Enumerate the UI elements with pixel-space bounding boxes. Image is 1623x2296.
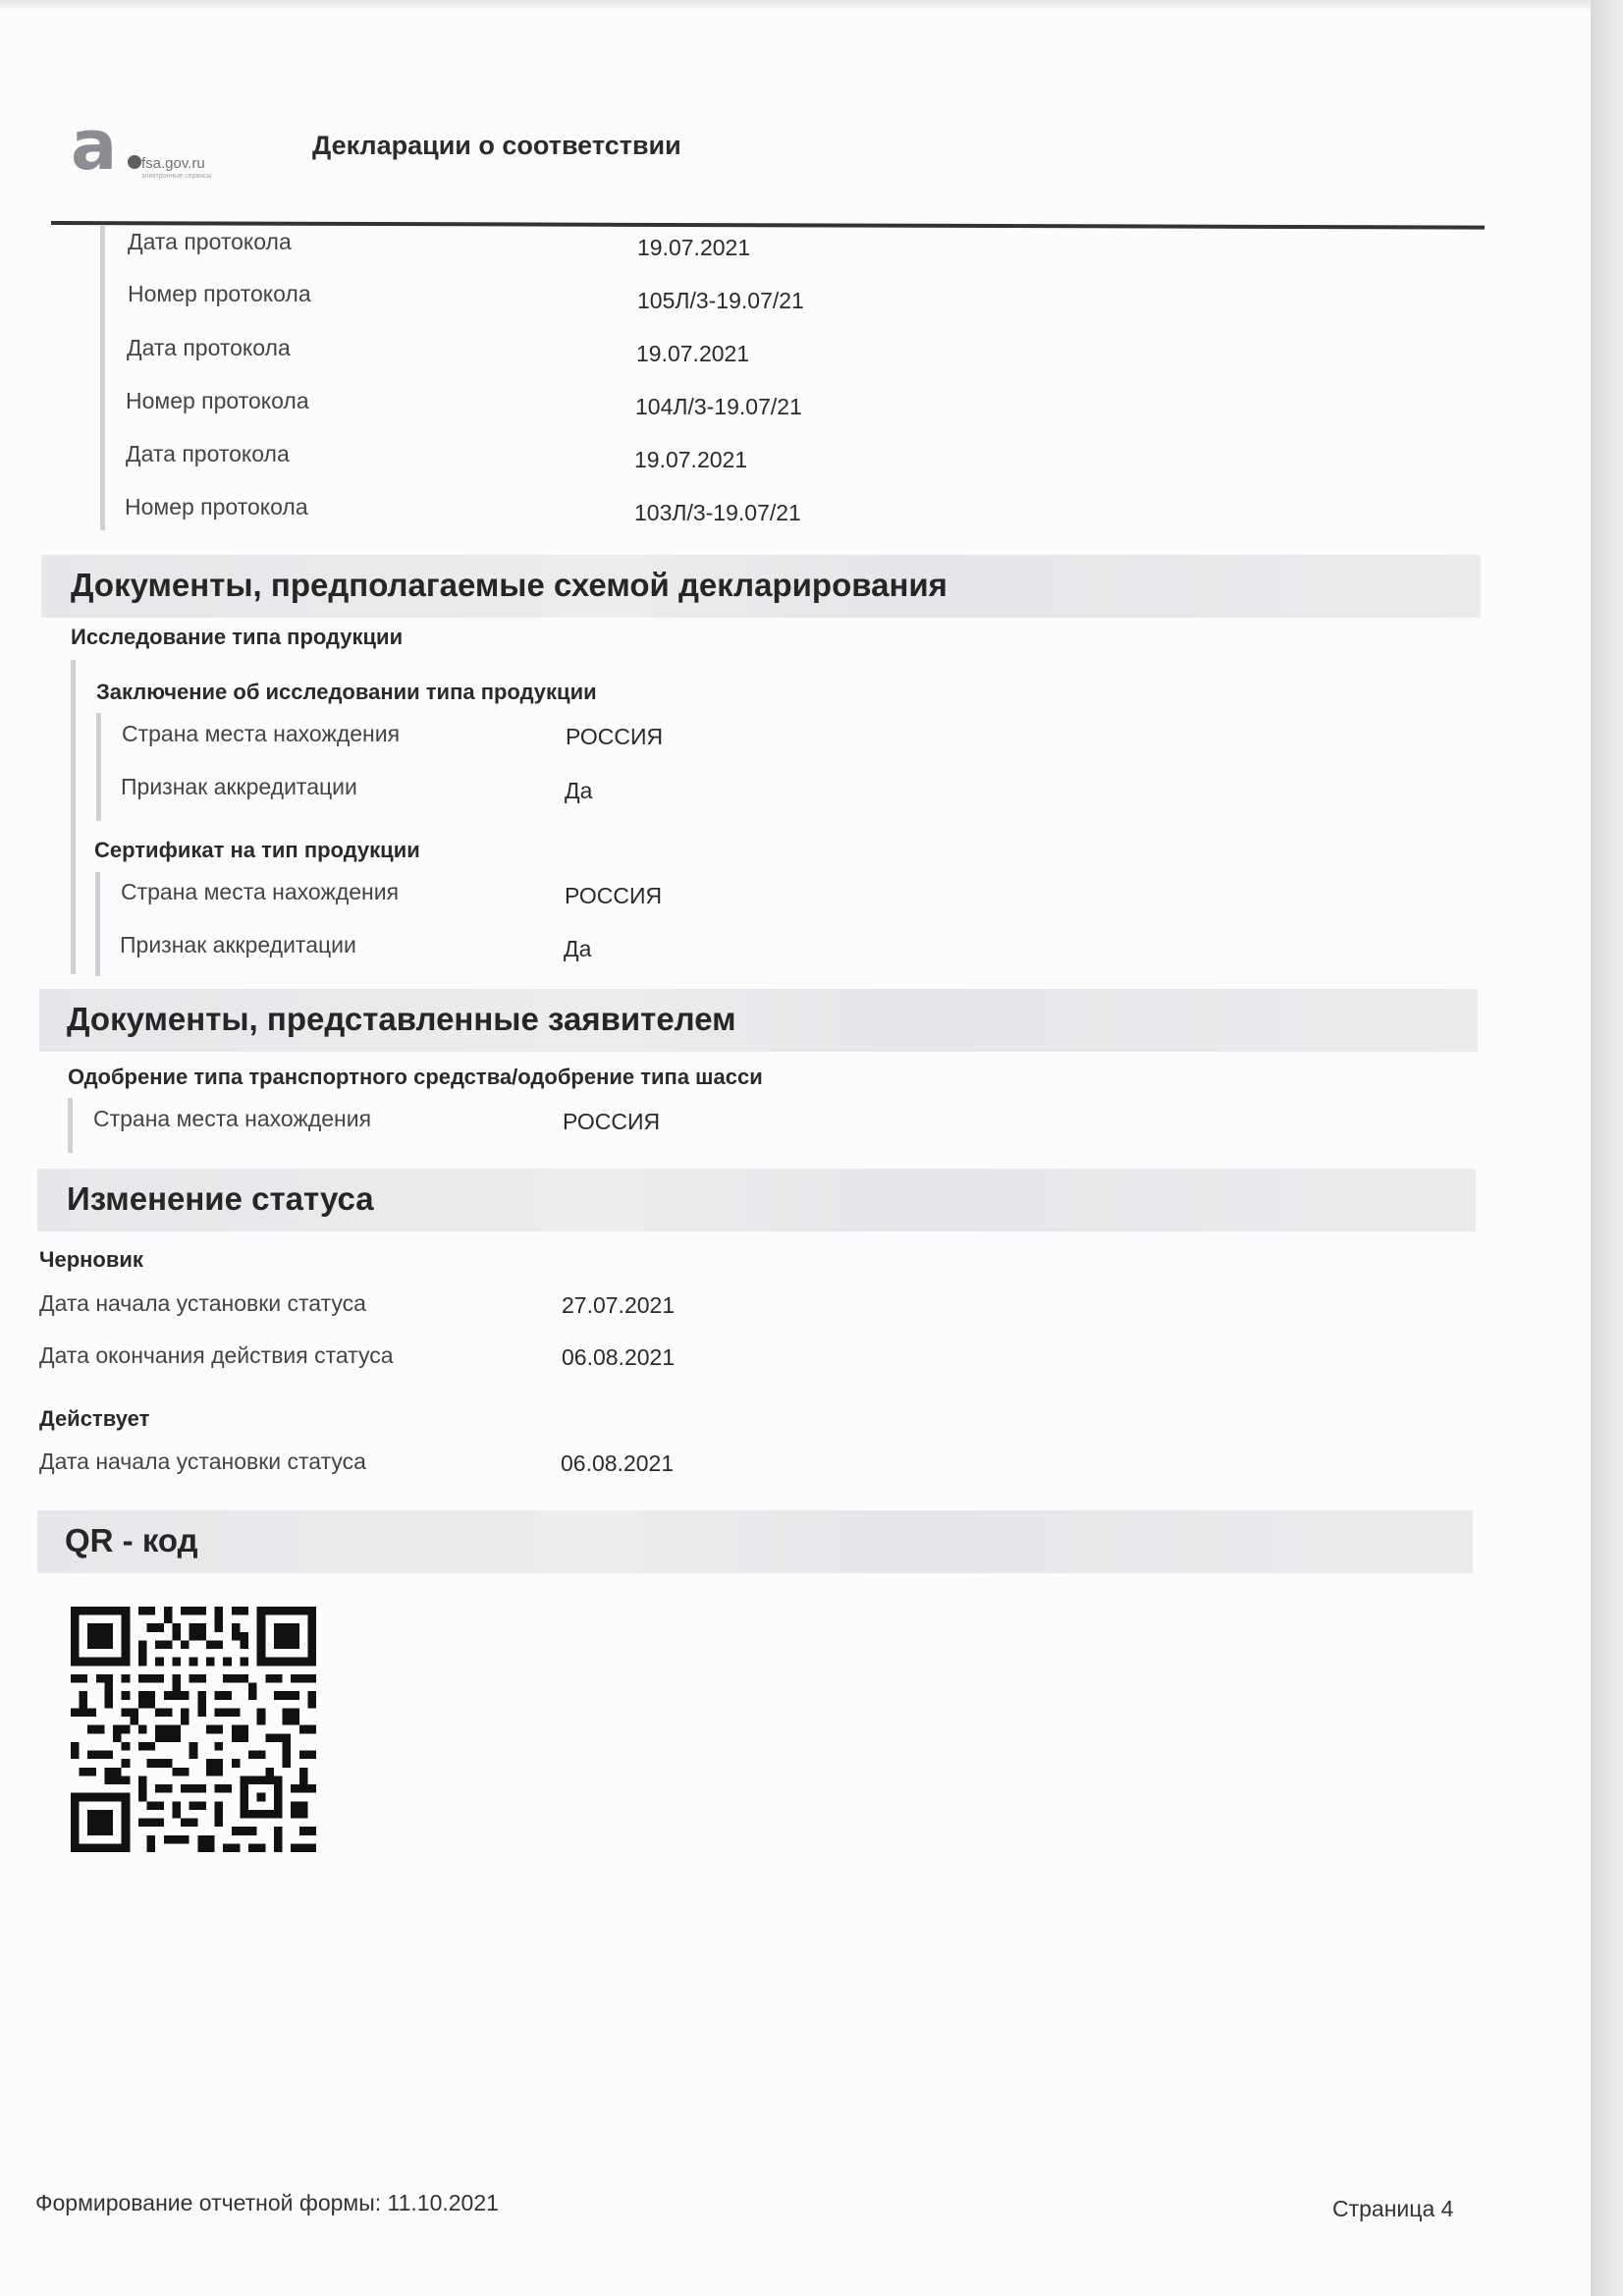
status-start-label: Дата начала установки статуса [39,1290,366,1316]
section-title: Документы, представленные заявителем [67,1001,736,1037]
section-title: QR - код [65,1522,198,1558]
group-title: Одобрение типа транспортного средства/одобрение типа шасси [68,1065,763,1089]
status-title-active: Действует [39,1406,150,1431]
accreditation-value: Да [565,778,593,803]
status-start-value: 06.08.2021 [561,1450,675,1476]
protocol-date-label: Дата протокола [126,441,290,466]
fsa-logo-icon: a [71,105,118,186]
scan-top-edge [0,0,1591,12]
section-header-applicant [39,989,1478,1052]
protocol-number-label: Номер протокола [125,494,308,519]
country-value: РОССИЯ [565,883,663,908]
status-title-draft: Черновик [39,1247,143,1272]
status-end-label: Дата окончания действия статуса [39,1342,394,1368]
accreditation-label: Признак аккредитации [121,774,357,799]
country-label: Страна места нахождения [121,879,400,904]
protocol-number-label: Номер протокола [126,388,309,413]
accreditation-label: Признак аккредитации [120,932,356,957]
country-label: Страна места нахождения [122,721,401,746]
protocol-number-value: 105Л/3-19.07/21 [637,288,804,313]
subgroup-title: Сертификат на тип продукции [94,838,420,862]
subgroup-indent-bar [95,872,100,976]
status-end-value: 06.08.2021 [562,1344,676,1370]
protocol-number-label: Номер протокола [128,281,311,306]
country-value: РОССИЯ [566,724,664,749]
protocol-date-value: 19.07.2021 [634,447,748,472]
protocol-indent-bar [100,226,105,530]
fsa-logo [71,105,267,187]
group-indent-bar [71,660,76,974]
logo-domain: fsa.gov.ru [141,155,205,172]
subgroup-title: Заключение об исследовании типа продукции [96,680,597,704]
country-value: РОССИЯ [563,1109,661,1134]
status-start-label: Дата начала установки статуса [39,1449,366,1474]
protocol-number-value: 104Л/3-19.07/21 [635,394,802,419]
protocol-date-label: Дата протокола [128,229,292,254]
section-title: Изменение статуса [67,1180,374,1217]
country-label: Страна места нахождения [93,1106,372,1131]
protocol-number-value: 103Л/3-19.07/21 [634,500,801,525]
qr-code-image [71,1607,316,1852]
page-number: Страница 4 [1332,2196,1454,2221]
accreditation-value: Да [564,936,592,961]
section-title: Документы, предполагаемые схемой декларирования [71,567,947,603]
status-start-value: 27.07.2021 [562,1292,676,1318]
subgroup-indent-bar [96,713,101,821]
group-indent-bar [68,1098,73,1153]
logo-subtitle: электронные сервисы [141,173,212,180]
section-header-status [37,1169,1476,1231]
report-generated-date: Формирование отчетной формы: 11.10.2021 [35,2190,499,2215]
protocol-date-value: 19.07.2021 [636,341,750,366]
scan-right-edge [1591,0,1623,2296]
section-header-qr [37,1510,1473,1573]
page-title: Декларации о соответствии [312,131,681,160]
section-header-scheme [41,555,1481,618]
protocol-date-value: 19.07.2021 [637,235,751,260]
group-title: Исследование типа продукции [71,625,404,649]
fsa-logo-dot [128,155,141,169]
protocol-date-label: Дата протокола [127,335,291,360]
